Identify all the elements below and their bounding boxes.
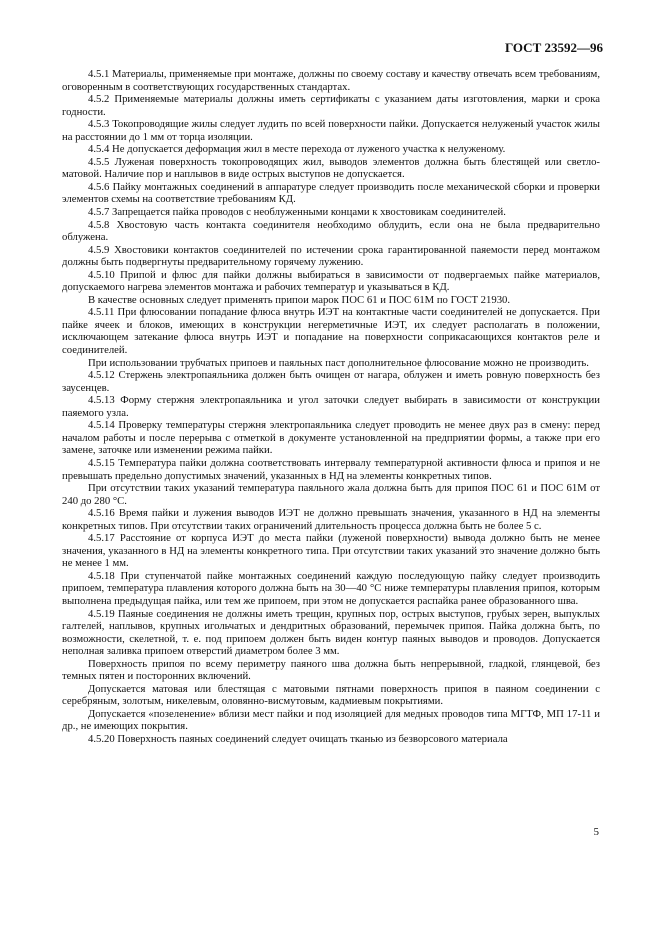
paragraph-4-5-15: 4.5.15 Температура пайки должна соответствовать интервалу температурной активности флюса и припоя и не превышать предельно допустимых значений, указанных в НД на элементы конкретных типов.	[62, 456, 600, 482]
document-body	[62, 68, 600, 746]
paragraph-4-5-14: 4.5.14 Проверку температуры стержня электропаяльника следует проводить не менее двух раз в смену: перед началом работы и после перерыва с отметкой в документе установленной на предприятии формы, а также при его замене, заточке или изменении режима пайки.	[62, 419, 600, 457]
paragraph-4-5-12: 4.5.12 Стержень электропаяльника должен быть очищен от нагара, облужен и иметь ровную поверхность без заусенцев.	[62, 369, 600, 394]
paragraph-4-5-17: 4.5.17 Расстояние от корпуса ИЭТ до места пайки (луженой поверхности) вывода должно быть не менее значения, указанного в НД на элементы конкретного типа. При отсутствии таких указаний это значение должно быть не менее 1 мм.	[62, 532, 600, 570]
paragraph-4-5-9: 4.5.9 Хвостовики контактов соединителей по истечении срока гарантированной паяемости перед монтажом должны быть подвергнуты предварительному горячему лужению.	[62, 243, 600, 269]
paragraph-4-5-1: 4.5.1 Материалы, применяемые при монтаже, должны по своему составу и качеству отвечать всем требованиям, оговоренным в соответствующих государственных стандартах.	[62, 68, 600, 93]
paragraph-4-5-2: 4.5.2 Применяемые материалы должны иметь сертификаты с указанием даты изготовления, марки и срока годности.	[62, 93, 600, 118]
paragraph-4-5-4: 4.5.4 Не допускается деформация жил в месте перехода от луженого участка к нелуженому.	[88, 143, 506, 156]
paragraph-4-5-13: 4.5.13 Форму стержня электропаяльника и угол заточки следует выбирать в зависимости от конструкции паяемого узла.	[62, 394, 600, 419]
paragraph-4-5-8: 4.5.8 Хвостовую часть контакта соединителя необходимо облудить, если она не была предварительно облужена.	[62, 218, 600, 244]
standard-header: ГОСТ 23592—96	[504, 40, 603, 55]
paragraph-4-5-6: 4.5.6 Пайку монтажных соединений в аппаратуре следует производить после механической сборки и проверки элементов схемы на соответствие требованиям КД.	[62, 180, 600, 206]
paragraph-4-5-19-green: Допускается «позеленение» вблизи мест пайки и под изоляцией для медных проводов типа МГТФ, МП 17-11 и др., не имеющих покрытия.	[62, 707, 600, 733]
paragraph-4-5-7: 4.5.7 Запрещается пайка проводов с необлуженными концами к хвостовикам соединителей.	[88, 206, 506, 219]
paragraph-4-5-19-surface: Поверхность припоя по всему периметру паяного шва должна быть непрерывной, гладкой, глянцевой, без темных пятен и посторонних включений.	[62, 657, 600, 683]
paragraph-4-5-3: 4.5.3 Токопроводящие жилы следует лудить по всей поверхности пайки. Допускается нелуженый участок жилы на расстоянии до 1 мм от торца изоляции.	[62, 118, 600, 143]
page-number: 5	[593, 826, 599, 838]
paragraph-4-5-10: 4.5.10 Припой и флюс для пайки должны выбираться в зависимости от подвергаемых пайке материалов, допускаемого нагрева элементов монтажа и рабочих температур и указываться в КД.	[62, 268, 600, 294]
paragraph-4-5-15-note: При отсутствии таких указаний температура паяльного жала должна быть для припоя ПОС 61 и ПОС 61М от 240 до 280 °С.	[62, 482, 600, 507]
paragraph-4-5-18: 4.5.18 При ступенчатой пайке монтажных соединений каждую последующую пайку следует производить припоем, температура плавления которого должна быть на 30—40 °С ниже температуры плавления припоя, которым выполнена предыдущая пайка, или тем же припоем, при этом не допускается распайка ранее образованного шва.	[62, 569, 600, 607]
paragraph-4-5-11-note: При использовании трубчатых припоев и паяльных паст дополнительное флюсование можно не производить.	[88, 356, 589, 369]
paragraph-4-5-5: 4.5.5 Луженая поверхность токопроводящих жил, выводов элементов должна быть блестящей или светло-матовой. Наличие пор и наплывов в виде острых выступов не допускается.	[62, 155, 600, 181]
paragraph-4-5-19: 4.5.19 Паяные соединения не должны иметь трещин, крупных пор, острых выступов, грубых зерен, выпуклых галтелей, наплывов, крупных игольчатых и дендритных образований, перемычек припоя. Пайка должна быть, по возможности, скелетной, т. е. под припоем должен быть виден контур паяных выводов и проводов. Допускается неполная заливка припоем отверстий диаметром более 3 мм.	[62, 607, 600, 658]
paragraph-4-5-20: 4.5.20 Поверхность паяных соединений следует очищать тканью из безворсового материала	[88, 732, 508, 745]
paragraph-4-5-11: 4.5.11 При флюсовании попадание флюса внутрь ИЭТ на контактные части соединителей не допускается. При пайке ячеек и блоков, имеющих в конструкции негерметичные ИЭТ, их следует располагать в положении, исключающем затекание флюса внутрь ИЭТ и попадание на поверхности соприкасающихся контактов реле и соединителей.	[62, 306, 600, 357]
paragraph-4-5-19-matte: Допускается матовая или блестящая с матовыми пятнами поверхность припоя в паяном соединении с серебряным, золотым, никелевым, оловянно-висмутовым, кадмиевым покрытиями.	[62, 682, 600, 708]
paragraph-4-5-16: 4.5.16 Время пайки и лужения выводов ИЭТ не должно превышать значения, указанного в НД на элементы конкретных типов. При отсутствии таких ограничений длительность процесса должна быть не более 5 с.	[62, 507, 600, 532]
paragraph-4-5-10-note: В качестве основных следует применять припои марок ПОС 61 и ПОС 61М по ГОСТ 21930.	[88, 293, 511, 306]
